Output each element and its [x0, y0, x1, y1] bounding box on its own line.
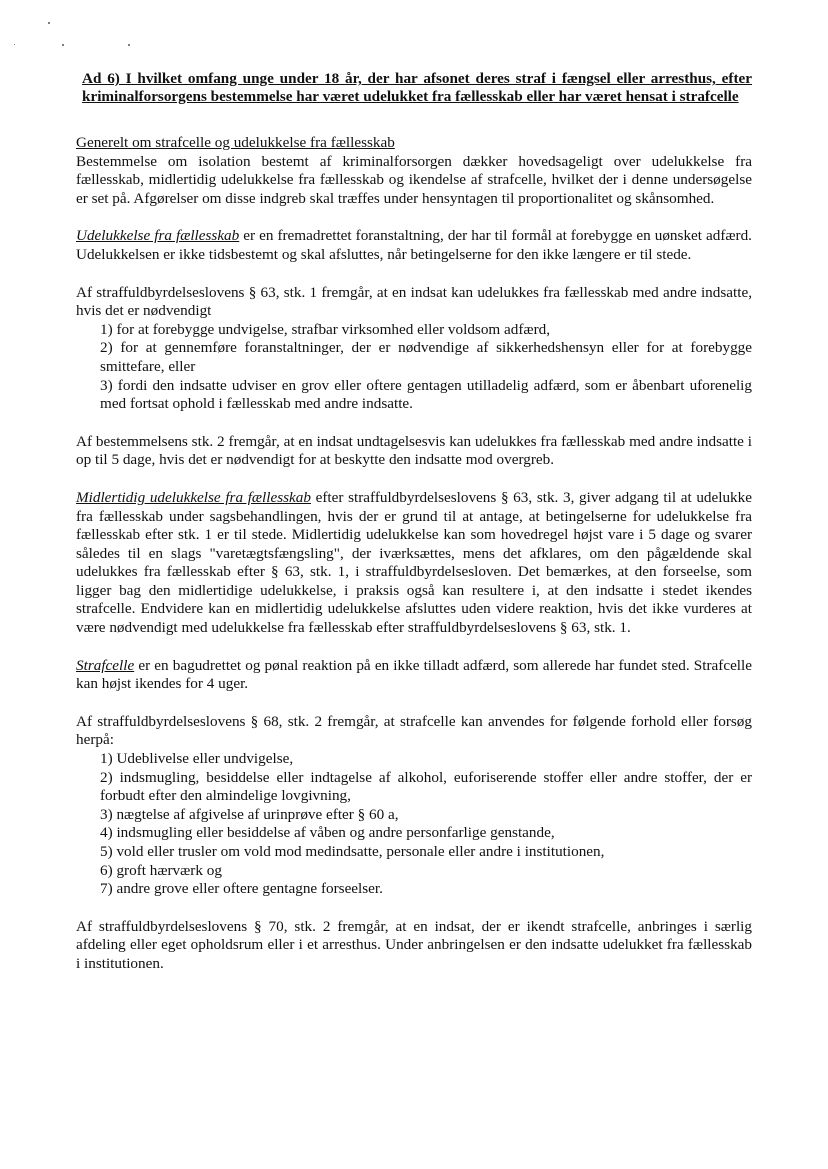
section70-paragraph: Af straffuldbyrdelseslovens § 70, stk. 2 fremgår, at en indsat, der er ikendt strafcelle, anbringes i særlig afdeling eller eget opholdsrum eller i et arresthus. Under anbringelsen er den indsatte udelukket fra fællesskab i institutionen. — [76, 917, 752, 972]
list-item: 4) indsmugling eller besiddelse af våben og andre personfarlige genstande, — [100, 824, 555, 842]
strafcelle-section — [76, 657, 752, 694]
midlertidig-term: Midlertidig udelukkelse fra fællesskab — [76, 488, 311, 506]
general-paragraph: Bestemmelse om isolation bestemt af kriminalforsorgen dækker hovedsageligt over udelukkelse fra fællesskab, midlertidig udelukkelse fra fællesskab og ikendelse af strafcelle, hvilket der i denne undersøgelse er set på. Afgørelser om disse indgreb skal træffes under hensyntagen til proportionalitet og skånsomhed. — [76, 152, 752, 207]
stk2-paragraph: Af bestemmelsens stk. 2 fremgår, at en indsat undtagelsesvis kan udelukkes fra fællesskab med andre indsatte i op til 5 dage, hvis det er nødvendigt for at beskytte den indsatte mod overgreb. — [76, 432, 752, 469]
general-subheading: Generelt om strafcelle og udelukkelse fra fællesskab — [76, 134, 395, 151]
udelukkelse-section — [76, 227, 752, 264]
section-heading: Ad 6) I hvilket omfang unge under 18 år, der har afsonet deres straf i fængsel eller arresthus, efter kriminalforsorgens bestemmelse har været udelukket fra fællesskab eller har været hensat i strafcelle — [82, 70, 752, 105]
section68-block — [76, 713, 752, 899]
udelukkelse-text: er en fremadrettet foranstaltning, der har til formål at forebygge en uønsket adfærd. Udelukkelsen er ikke tidsbestemt og skal afsluttes, når betingelserne for den ikke længere er til stede. — [76, 227, 752, 263]
scan-speck — [128, 44, 130, 46]
midlertidig-text: efter straffuldbyrdelseslovens § 63, stk. 3, giver adgang til at udelukke fra fællesskab under sagsbehandlingen, hvis der er grund til at antage, at betingelserne for udelukkelse fra fællesskab efter stk. 1 er til stede. Midlertidig udelukkelse kan som hovedregel højst vare i 5 dage og svarer således til en slags "varetægtsfængsling", der iværksættes, mens det afklares, om den pågældende skal udelukkes fra fællesskab efter § 63, stk. 1, i straffuldbyrdelsesloven. Det bemærkes, at den forseelse, som ligger bag den midlertidige udelukkelse, i praksis også kan resultere i, at den indsatte i stedet ikendes strafcelle. Endvidere kan en midlertidig udelukkelse afsluttes uden videre reaktion, hvis det ikke vurderes at være nødvendigt med udelukkelse fra fællesskab efter straffuldbyrdelseslovens § 63, stk. 1. — [76, 488, 752, 637]
strafcelle-paragraph — [76, 657, 752, 694]
list-item: 1) for at forebygge undvigelse, strafbar virksomhed eller voldsom adfærd, — [100, 320, 551, 338]
scan-speck — [48, 22, 50, 24]
section70-block — [76, 918, 752, 974]
udelukkelse-paragraph — [76, 227, 752, 264]
udelukkelse-term: Udelukkelse fra fællesskab — [76, 227, 240, 245]
list-item: 2) indsmugling, besiddelse eller indtagelse af alkohol, euforiserende stoffer eller andre stoffer, der er forbudt efter den almindelige lovgivning, — [100, 768, 752, 805]
section63-block — [76, 284, 752, 414]
document-page — [76, 70, 752, 993]
section63-list — [76, 321, 752, 414]
strafcelle-term: Strafcelle — [76, 656, 135, 674]
midlertidig-section — [76, 489, 752, 638]
section63-intro: Af straffuldbyrdelseslovens § 63, stk. 1 fremgår, at en indsat kan udelukkes fra fællesskab med andre indsatte, hvis det er nødvendigt — [76, 283, 752, 320]
section68-list — [76, 750, 752, 899]
strafcelle-text: er en bagudrettet og pønal reaktion på en ikke tilladt adfærd, som allerede har fundet sted. Strafcelle kan højst ikendes for 4 uger. — [76, 656, 752, 693]
list-item: 3) nægtelse af afgivelse af urinprøve efter § 60 a, — [100, 805, 399, 823]
list-item: 3) fordi den indsatte udviser en grov eller oftere gentagen utilladelig adfærd, som er åbenbart uforenelig med fortsat ophold i fællesskab med andre indsatte. — [100, 376, 752, 413]
list-item: 2) for at gennemføre foranstaltninger, der er nødvendige af sikkerhedshensyn eller for at forebygge smittefare, eller — [100, 339, 752, 375]
list-item: 1) Udeblivelse eller undvigelse, — [100, 750, 294, 768]
scan-speck — [62, 44, 64, 46]
list-item: 5) vold eller trusler om vold mod medindsatte, personale eller andre i institutionen, — [100, 843, 605, 860]
list-item: 7) andre grove eller oftere gentagne forseelser. — [100, 880, 383, 898]
section68-intro: Af straffuldbyrdelseslovens § 68, stk. 2 fremgår, at strafcelle kan anvendes for følgende forhold eller forsøg herpå: — [76, 712, 752, 749]
scan-speck — [14, 44, 15, 45]
midlertidig-paragraph — [76, 489, 752, 638]
stk2-block — [76, 433, 752, 470]
general-section — [76, 134, 752, 208]
list-item: 6) groft hærværk og — [100, 861, 222, 879]
